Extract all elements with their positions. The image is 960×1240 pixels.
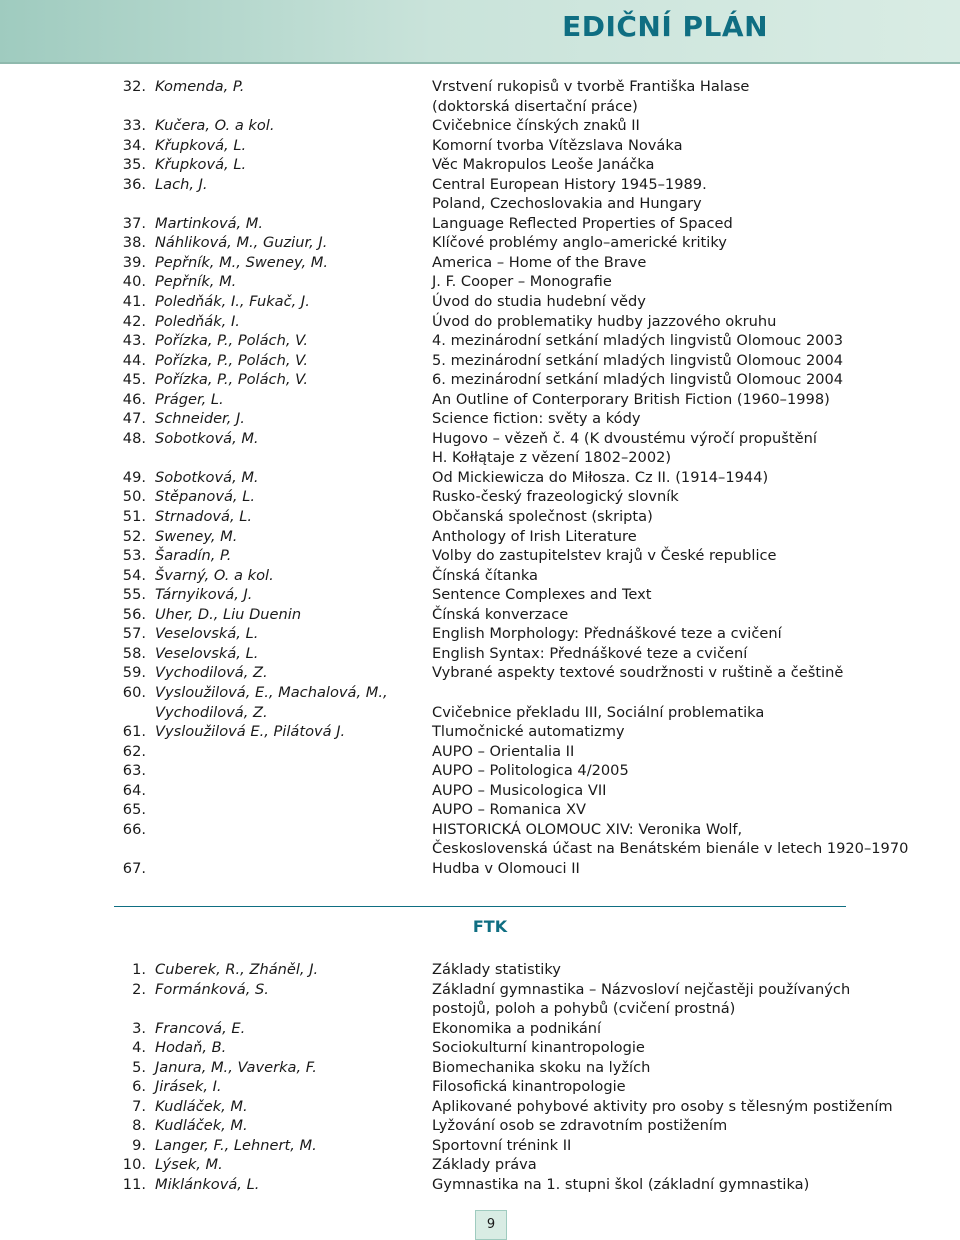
author-line: Cuberek, R., Zháněl, J. [155,961,319,978]
item-number: 45. [122,371,146,389]
item-author [155,351,425,371]
item-number: 11. [122,1176,146,1194]
item-author [155,742,425,762]
author-line: Uher, D., Liu Duenin [155,605,302,623]
item-author [155,980,425,1000]
item-title [432,1175,902,1195]
author-line: Náhliková, M., Guziur, J. [155,234,328,252]
list-item [110,980,910,1019]
item-title [432,77,902,116]
author-line: Pořízka, P., Polách, V. [155,351,309,369]
item-author [155,781,425,801]
list-item [110,820,910,859]
list-item [110,331,910,351]
list-item [110,1116,910,1136]
item-number: 52. [122,527,146,545]
title-line: 5. mezinárodní setkání mladých lingvistů Olomouc 2004 [432,351,844,369]
author-line: Pořízka, P., Polách, V. [155,332,309,350]
item-author [155,605,425,625]
list-item [110,253,910,273]
item-number: 63. [122,762,146,780]
ftk-heading: FTK [472,917,508,936]
title-line: Filosofická kinantropologie [432,1078,626,1096]
list-item [110,155,910,175]
title-line: English Morphology: Přednáškové teze a cvičení [432,625,782,643]
title-line: 4. mezinárodní setkání mladých lingvistů Olomouc 2003 [432,332,844,350]
item-author [155,292,425,312]
item-title [432,781,902,801]
list-item [110,409,910,429]
list-item [110,1155,910,1175]
item-author [155,1077,425,1097]
title-line: Úvod do problematiky hudby jazzového okruhu [432,312,777,330]
item-title [432,624,902,644]
item-number: 42. [122,312,146,330]
item-number: 36. [122,175,146,193]
author-line: Schneider, J. [155,410,245,428]
item-title [432,233,902,253]
page-number: 9 [475,1210,507,1240]
author-line: Vysloužilová E., Pilátová J. [155,723,346,741]
item-author [155,468,425,488]
item-title [432,546,902,566]
list-item [110,585,910,605]
list-item [110,605,910,625]
item-title [432,761,902,781]
item-number: 2. [132,980,146,998]
item-number: 61. [122,723,146,741]
author-line: Lach, J. [155,175,208,193]
item-author [155,546,425,566]
item-number: 34. [122,136,146,154]
author-line [155,742,425,762]
list-item [110,272,910,292]
list-item [110,233,910,253]
title-line: AUPO – Orientalia II [432,742,575,760]
item-author [155,77,425,97]
item-title [432,960,902,980]
title-line: Rusko-český frazeologický slovník [432,488,679,506]
title-line: Od Mickiewicza do Miłosza. Cz II. (1914–1944) [432,468,769,486]
item-number: 48. [122,429,146,447]
author-line: Janura, M., Vaverka, F. [155,1058,317,1076]
item-author [155,624,425,644]
author-line [155,859,425,879]
list-item [110,800,910,820]
item-author [155,175,425,195]
title-line: Science fiction: světy a kódy [432,410,641,428]
title-line: (doktorská disertační práce) [432,97,638,115]
item-number: 9. [132,1136,146,1154]
list-item [110,1077,910,1097]
item-author [155,1136,425,1156]
item-author [155,312,425,332]
item-author [155,566,425,586]
item-title [432,663,902,683]
list-item [110,468,910,488]
item-number: 41. [122,293,146,311]
title-line: Poland, Czechoslovakia and Hungary [432,195,702,213]
author-line [155,781,425,801]
author-line: Vychodilová, Z. [155,664,268,682]
item-author [155,233,425,253]
author-line: Kudláček, M. [155,1097,248,1115]
item-number: 39. [122,253,146,271]
item-author [155,960,425,980]
item-author [155,487,425,507]
list-item [110,742,910,762]
title-line: Vrstvení rukopisů v tvorbě Františka Halase [432,78,750,95]
list-item [110,1019,910,1039]
item-title [432,1136,902,1156]
item-author [155,1058,425,1078]
item-author [155,800,425,820]
list-item [110,644,910,664]
title-line: English Syntax: Přednáškové teze a cvičení [432,644,748,662]
title-line: Sentence Complexes and Text [432,586,652,604]
item-number: 38. [122,234,146,252]
title-line: Gymnastika na 1. stupni škol (základní gymnastika) [432,1176,810,1194]
list-item [110,429,910,468]
list-item [110,507,910,527]
item-number: 54. [122,566,146,584]
author-line: Sobotková, M. [155,468,259,486]
item-number: 40. [122,273,146,291]
item-author [155,1175,425,1195]
item-author [155,527,425,547]
item-author [155,761,425,781]
item-title [432,331,902,351]
title-line [432,683,902,703]
title-line: HISTORICKÁ OLOMOUC XIV: Veronika Wolf, [432,820,743,838]
item-number: 33. [122,117,146,135]
item-number: 58. [122,644,146,662]
item-number: 66. [122,820,146,838]
author-line: Pepřník, M., Sweney, M. [155,253,329,271]
title-line: J. F. Cooper – Monografie [432,273,612,291]
title-line: Čínská čítanka [432,566,539,584]
title-line: 6. mezinárodní setkání mladých lingvistů Olomouc 2004 [432,371,844,389]
author-line [155,820,425,840]
item-number: 57. [122,625,146,643]
section-divider [114,906,846,907]
item-title [432,155,902,175]
list-item [110,175,910,214]
author-line: Francová, E. [155,1019,246,1037]
item-number: 67. [122,859,146,877]
title-line: Biomechanika skoku na lyžích [432,1058,651,1076]
item-author [155,1097,425,1117]
author-line: Hodaň, B. [155,1039,227,1057]
item-author [155,1019,425,1039]
item-title [432,370,902,390]
author-line: Langer, F., Lehnert, M. [155,1136,317,1154]
item-title [432,175,902,214]
title-line: Vybrané aspekty textové soudržnosti v ruštině a češtině [432,664,844,682]
list-item [110,487,910,507]
item-title [432,1077,902,1097]
item-author [155,253,425,273]
title-line: An Outline of Conterporary British Fiction (1960–1998) [432,390,830,408]
title-line: Aplikované pohybové aktivity pro osoby s tělesným postižením [432,1097,893,1115]
list-item [110,1058,910,1078]
author-line: Lýsek, M. [155,1156,223,1174]
item-title [432,800,902,820]
author-line: Sobotková, M. [155,429,259,447]
title-line: Sportovní trénink II [432,1136,572,1154]
author-line: Vychodilová, Z. [155,703,268,721]
title-line: Language Reflected Properties of Spaced [432,214,733,232]
title-line: Lyžování osob se zdravotním postižením [432,1117,728,1135]
item-author [155,683,425,722]
item-number: 1. [132,961,146,978]
item-title [432,566,902,586]
title-line: Čínská konverzace [432,605,569,623]
item-number: 6. [132,1078,146,1096]
list-item [110,683,910,722]
title-line: postojů, poloh a pohybů (cvičení prostná) [432,1000,736,1018]
page-header [0,0,960,64]
list-item [110,214,910,234]
title-line: Základy statistiky [432,961,561,978]
title-line: Central European History 1945–1989. [432,175,707,193]
list-item [110,116,910,136]
item-number: 8. [132,1117,146,1135]
list-item [110,292,910,312]
page-title: EDIČNÍ PLÁN [562,10,768,43]
item-author [155,214,425,234]
item-number: 62. [122,742,146,760]
item-number: 44. [122,351,146,369]
list-item [110,77,910,116]
author-line: Stěpanová, L. [155,488,255,506]
item-title [432,116,902,136]
author-line: Vysloužilová, E., Machalová, M., [155,683,388,701]
author-line: Strnadová, L. [155,508,252,526]
list-item [110,722,910,742]
author-line [155,761,425,781]
list-item [110,1175,910,1195]
title-line: America – Home of the Brave [432,253,647,271]
item-number: 53. [122,547,146,565]
author-line: Pepřník, M. [155,273,237,291]
item-number: 55. [122,586,146,604]
item-author [155,663,425,683]
item-author [155,820,425,840]
list-item [110,624,910,644]
item-title [432,253,902,273]
item-number: 51. [122,508,146,526]
title-line: Sociokulturní kinantropologie [432,1039,645,1057]
ftk-publication-list [110,960,910,1195]
item-title [432,1155,902,1175]
item-title [432,487,902,507]
title-line: AUPO – Musicologica VII [432,781,607,799]
item-number: 32. [122,78,146,95]
author-line [155,800,425,820]
list-item [110,566,910,586]
item-author [155,155,425,175]
item-title [432,390,902,410]
title-line: Úvod do studia hudební vědy [432,293,646,311]
item-number: 5. [132,1058,146,1076]
author-line: Komenda, P. [155,78,245,95]
item-title [432,409,902,429]
item-author [155,722,425,742]
title-line: Základy práva [432,1156,537,1174]
author-line: Martinková, M. [155,214,264,232]
list-item [110,960,910,980]
item-number: 4. [132,1039,146,1057]
item-number: 64. [122,781,146,799]
author-line: Poledňák, I., Fukač, J. [155,293,310,311]
author-line: Veselovská, L. [155,625,259,643]
item-title [432,136,902,156]
item-number: 43. [122,332,146,350]
item-number: 37. [122,214,146,232]
list-item [110,1097,910,1117]
publication-list [110,77,910,878]
list-item [110,312,910,332]
item-number: 50. [122,488,146,506]
item-author [155,1116,425,1136]
item-title [432,1097,902,1117]
item-author [155,1155,425,1175]
item-author [155,1038,425,1058]
title-line: AUPO – Politologica 4/2005 [432,762,629,780]
item-title [432,429,902,468]
title-line: Základní gymnastika – Názvosloví nejčastěji používaných [432,980,851,998]
list-item [110,370,910,390]
author-line: Švarný, O. a kol. [155,566,274,584]
item-number: 3. [132,1019,146,1037]
item-title [432,1116,902,1136]
item-number: 35. [122,156,146,174]
list-item [110,351,910,371]
item-title [432,1019,902,1039]
title-line: Klíčové problémy anglo–americké kritiky [432,234,727,252]
title-line: Ekonomika a podnikání [432,1019,602,1037]
item-author [155,409,425,429]
item-title [432,292,902,312]
author-line: Veselovská, L. [155,644,259,662]
item-title [432,605,902,625]
item-title [432,312,902,332]
author-line: Křupková, L. [155,156,247,174]
title-line: AUPO – Romanica XV [432,801,586,819]
item-title [432,820,909,859]
list-item [110,761,910,781]
item-title [432,1038,902,1058]
item-title [432,1058,902,1078]
title-line: Anthology of Irish Literature [432,527,637,545]
item-author [155,585,425,605]
item-number: 60. [122,683,146,701]
item-number: 7. [132,1097,146,1115]
title-line: Věc Makropulos Leoše Janáčka [432,156,655,174]
author-line: Poledňák, I. [155,312,240,330]
item-title [432,683,902,722]
title-line: Hugovo – vězeň č. 4 (K dvoustému výročí propuštění [432,429,817,447]
title-line: Komorní tvorba Vítězslava Nováka [432,136,683,154]
author-line: Práger, L. [155,390,224,408]
item-title [432,644,902,664]
item-author [155,859,425,879]
title-line: Hudba v Olomouci II [432,859,580,877]
item-number: 56. [122,605,146,623]
author-line: Kudláček, M. [155,1117,248,1135]
item-title [432,468,902,488]
author-line: Šaradín, P. [155,547,232,565]
list-item [110,546,910,566]
item-title [432,859,902,879]
item-number: 47. [122,410,146,428]
list-item [110,136,910,156]
item-number: 46. [122,390,146,408]
item-title [432,351,902,371]
author-line: Miklánková, L. [155,1176,260,1194]
list-item [110,1038,910,1058]
title-line: Cvičebnice překladu III, Sociální problematika [432,703,765,721]
item-title [432,585,902,605]
author-line: Formánková, S. [155,980,269,998]
title-line: Občanská společnost (skripta) [432,508,653,526]
list-item [110,859,910,879]
author-line: Jirásek, I. [155,1078,222,1096]
author-line: Křupková, L. [155,136,247,154]
item-number: 49. [122,468,146,486]
item-title [432,722,902,742]
item-title [432,527,902,547]
item-author [155,116,425,136]
item-author [155,507,425,527]
item-author [155,136,425,156]
item-number: 59. [122,664,146,682]
list-item [110,390,910,410]
item-number: 10. [122,1156,146,1174]
author-line: Kučera, O. a kol. [155,117,275,135]
title-line: Volby do zastupitelstev krajů v České republice [432,547,777,565]
title-line: Československá účast na Benátském bienále v letech 1920–1970 [432,840,909,858]
title-line: Tlumočnické automatizmy [432,723,625,741]
list-item [110,663,910,683]
item-author [155,272,425,292]
list-item [110,781,910,801]
list-item [110,527,910,547]
author-line: Pořízka, P., Polách, V. [155,371,309,389]
item-author [155,644,425,664]
title-line: Cvičebnice čínských znaků II [432,117,640,135]
item-title [432,980,902,1019]
author-line: Tárnyiková, J. [155,586,253,604]
item-author [155,390,425,410]
list-item [110,1136,910,1156]
item-author [155,331,425,351]
item-author [155,429,425,449]
item-author [155,370,425,390]
title-line: H. Kołłątaje z vězení 1802–2002) [432,449,672,467]
item-title [432,214,902,234]
item-title [432,272,902,292]
author-line: Sweney, M. [155,527,238,545]
item-title [432,507,902,527]
item-title [432,742,902,762]
item-number: 65. [122,801,146,819]
